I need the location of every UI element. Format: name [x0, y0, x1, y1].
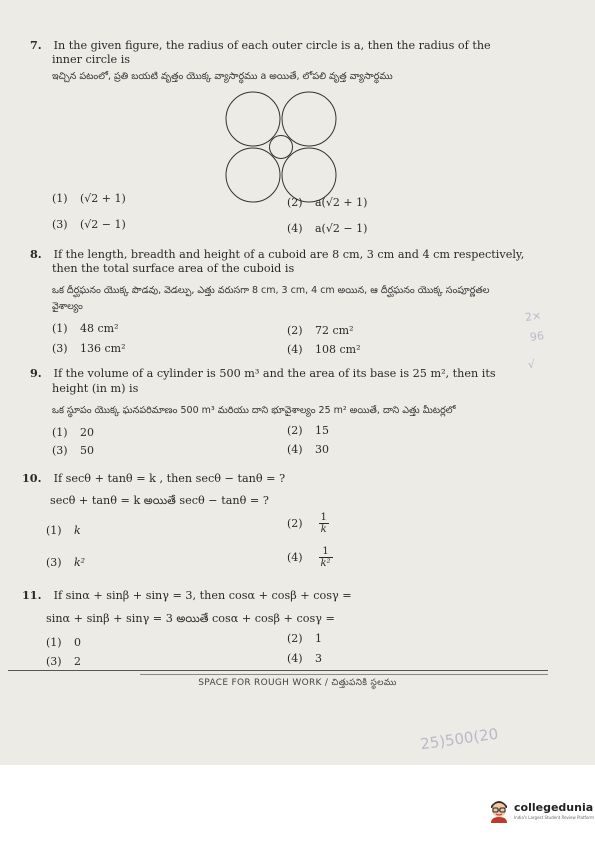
question-text: In the given figure, the radius of each outer circle is a, then the radius of the	[53, 39, 491, 52]
q7-option-4: (4) a(√2 − 1)	[287, 222, 368, 235]
q10-option-3: (3) k²	[46, 556, 86, 569]
q7-option-1: (1) (√2 + 1)	[52, 192, 126, 205]
q9-option-1: (1) 20	[52, 426, 94, 439]
q7-option-3: (3) (√2 − 1)	[52, 218, 126, 231]
question-11-telugu: sinα + sinβ + sinγ = 3 అయితే cosα + cosβ + cosγ =	[46, 612, 335, 625]
outer-circle-top-right	[282, 92, 336, 146]
question-8-telugu-line2: వైశాల్యం	[52, 301, 83, 312]
question-number: 11.	[22, 588, 42, 602]
question-text: If secθ + tanθ = k , then secθ − tanθ = ?	[53, 472, 286, 485]
fraction: $\frac{1}{k}$	[320, 512, 327, 535]
divider-line-secondary	[140, 674, 548, 675]
q11-option-3: (3) 2	[46, 655, 81, 668]
question-number: 7.	[30, 38, 42, 52]
q10-option-1: (1) k	[46, 524, 81, 537]
divider-line	[8, 670, 548, 671]
question-9	[30, 366, 550, 381]
pencil-scribble: 2×	[524, 308, 543, 325]
outer-circle-bottom-left	[226, 148, 280, 202]
mascot-icon	[488, 797, 510, 823]
q8-option-1: (1) 48 cm²	[52, 322, 119, 335]
question-8-line2: then the total surface area of the cuboid is	[52, 262, 295, 275]
question-7-line2: inner circle is	[52, 53, 131, 66]
inner-circle	[270, 136, 293, 159]
q11-option-2: (2) 1	[287, 632, 322, 645]
question-9-line2: height (in m) is	[52, 382, 139, 395]
question-7-telugu: ఇచ్చిన పటంలో, ప్రతి బయటి వృత్తం యొక్క వ్యాసార్ధము a అయితే, లోపలి వృత్త వ్యాసార్ధము	[52, 71, 393, 82]
q8-option-4: (4) 108 cm²	[287, 343, 361, 356]
question-text: If the volume of a cylinder is 500 m³ and the area of its base is 25 m², then its	[53, 367, 496, 380]
question-9-telugu: ఒక స్థూపం యొక్క ఘనపరిమాణం 500 m³ మరియు దాని భూవైశాల్యం 25 m² అయితే, దాని ఎత్తు మీటర్లలో	[52, 405, 456, 416]
circles-figure	[224, 90, 338, 204]
q7-option-2: (2) a(√2 + 1)	[287, 196, 368, 209]
question-number: 10.	[22, 471, 42, 485]
logo-tagline: India's Largest Student Review Platform	[514, 814, 594, 820]
question-7	[30, 38, 550, 53]
question-text: If the length, breadth and height of a cuboid are 8 cm, 3 cm and 4 cm respectively,	[53, 248, 525, 261]
outer-circle-bottom-right	[282, 148, 336, 202]
question-number: 8.	[30, 247, 42, 261]
q11-option-1: (1) 0	[46, 636, 81, 649]
question-8-telugu: ఒక దీర్ఘఘనం యొక్క పొడవు, వెడల్పు, ఎత్తు వరుసగా 8 cm, 3 cm, 4 cm అయిన, ఆ దీర్ఘఘనం యొక్క సంపూర్ణతల	[52, 285, 490, 296]
q10-option-4: (4) $\frac{1}{\text{k²}}$	[287, 546, 331, 569]
question-10	[22, 471, 542, 486]
question-10-telugu: secθ + tanθ = k అయితే secθ − tanθ = ?	[50, 494, 269, 507]
fraction: $\frac{1}{\text{k²}}$	[320, 546, 331, 569]
q9-option-3: (3) 50	[52, 444, 94, 457]
collegedunia-logo	[488, 797, 594, 823]
q11-option-4: (4) 3	[287, 652, 322, 665]
q10-option-2: (2) $\frac{1}{k}$	[287, 512, 327, 535]
outer-circle-top-left	[226, 92, 280, 146]
pencil-scribble: 96	[529, 329, 545, 344]
question-text: If sinα + sinβ + sinγ = 3, then cosα + cosβ + cosγ =	[53, 589, 352, 602]
q9-option-2: (2) 15	[287, 424, 329, 437]
question-8	[30, 247, 550, 262]
question-number: 9.	[30, 366, 42, 380]
logo-wordmark: collegedunia	[514, 800, 594, 814]
pencil-scribble: 25)500(20	[419, 724, 500, 754]
pencil-scribble: √	[527, 357, 536, 372]
q9-option-4: (4) 30	[287, 443, 329, 456]
q8-option-2: (2) 72 cm²	[287, 324, 354, 337]
rough-work-label: SPACE FOR ROUGH WORK / చిత్తుపనికి స్థలము	[198, 678, 397, 688]
q8-option-3: (3) 136 cm²	[52, 342, 126, 355]
question-11	[22, 588, 542, 603]
